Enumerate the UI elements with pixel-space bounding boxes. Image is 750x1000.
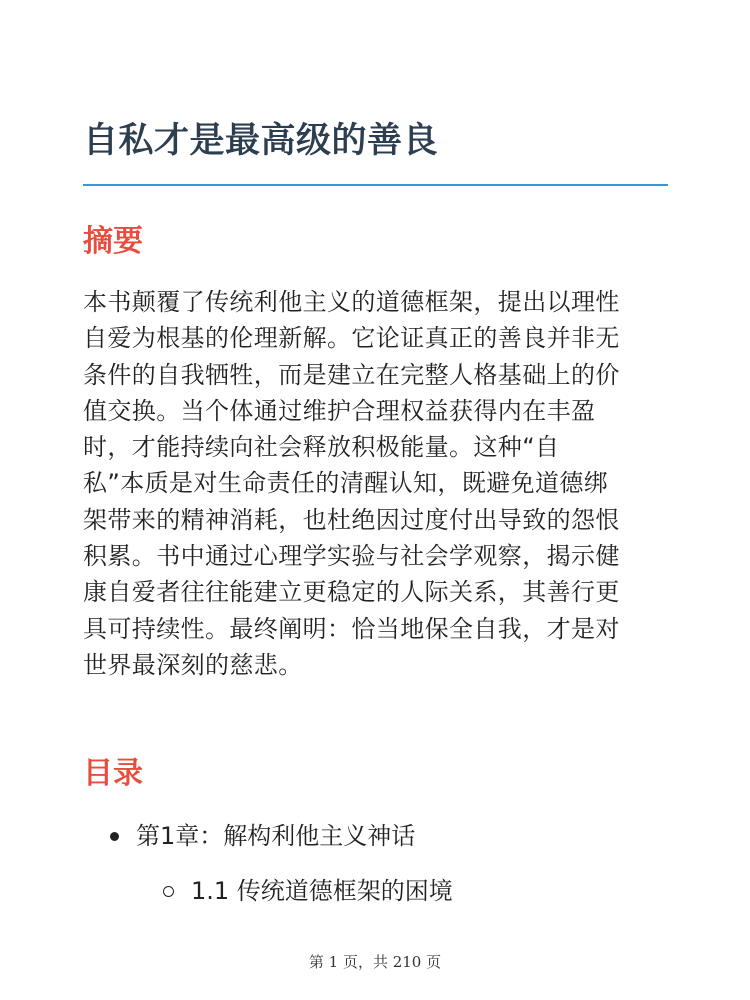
toc-item-chapter-1[interactable] xyxy=(108,818,415,854)
abstract-line: 积累。书中通过心理学实验与社会学观察，揭示健 xyxy=(83,542,620,571)
toc-heading: 目录 xyxy=(83,756,143,791)
toc-item-label: 1.1 传统道德框架的困境 xyxy=(191,877,453,905)
abstract-heading: 摘要 xyxy=(83,224,143,259)
toc-item-label: 第1章：解构利他主义神话 xyxy=(136,822,416,850)
document-title: 自私才是最高级的善良 xyxy=(83,121,439,161)
page-indicator: 第 1 页，共 210 页 xyxy=(308,953,442,971)
title-divider xyxy=(83,184,668,186)
circle-bullet-icon xyxy=(163,886,174,897)
disc-bullet-icon xyxy=(110,832,119,841)
abstract-line: 条件的自我牺牲，而是建立在完整人格基础上的价 xyxy=(83,360,620,389)
abstract-body xyxy=(83,284,673,683)
toc-item-section-1-1[interactable] xyxy=(161,873,453,909)
abstract-line: 自爱为根基的伦理新解。它论证真正的善良并非无 xyxy=(83,324,620,353)
abstract-line: 时，才能持续向社会释放积极能量。这种“自 xyxy=(83,433,560,462)
abstract-line: 具可持续性。最终阐明：恰当地保全自我，才是对 xyxy=(83,614,620,643)
abstract-line: 世界最深刻的慈悲。 xyxy=(83,650,303,679)
abstract-line: 私”本质是对生命责任的清醒认知，既避免道德绑 xyxy=(83,469,609,498)
abstract-line: 架带来的精神消耗，也杜绝因过度付出导致的怨恨 xyxy=(83,505,620,534)
abstract-line: 康自爱者往往能建立更稳定的人际关系，其善行更 xyxy=(83,578,620,607)
abstract-line: 本书颠覆了传统利他主义的道德框架，提出以理性 xyxy=(83,288,620,316)
abstract-line: 值交换。当个体通过维护合理权益获得内在丰盈 xyxy=(83,396,596,425)
